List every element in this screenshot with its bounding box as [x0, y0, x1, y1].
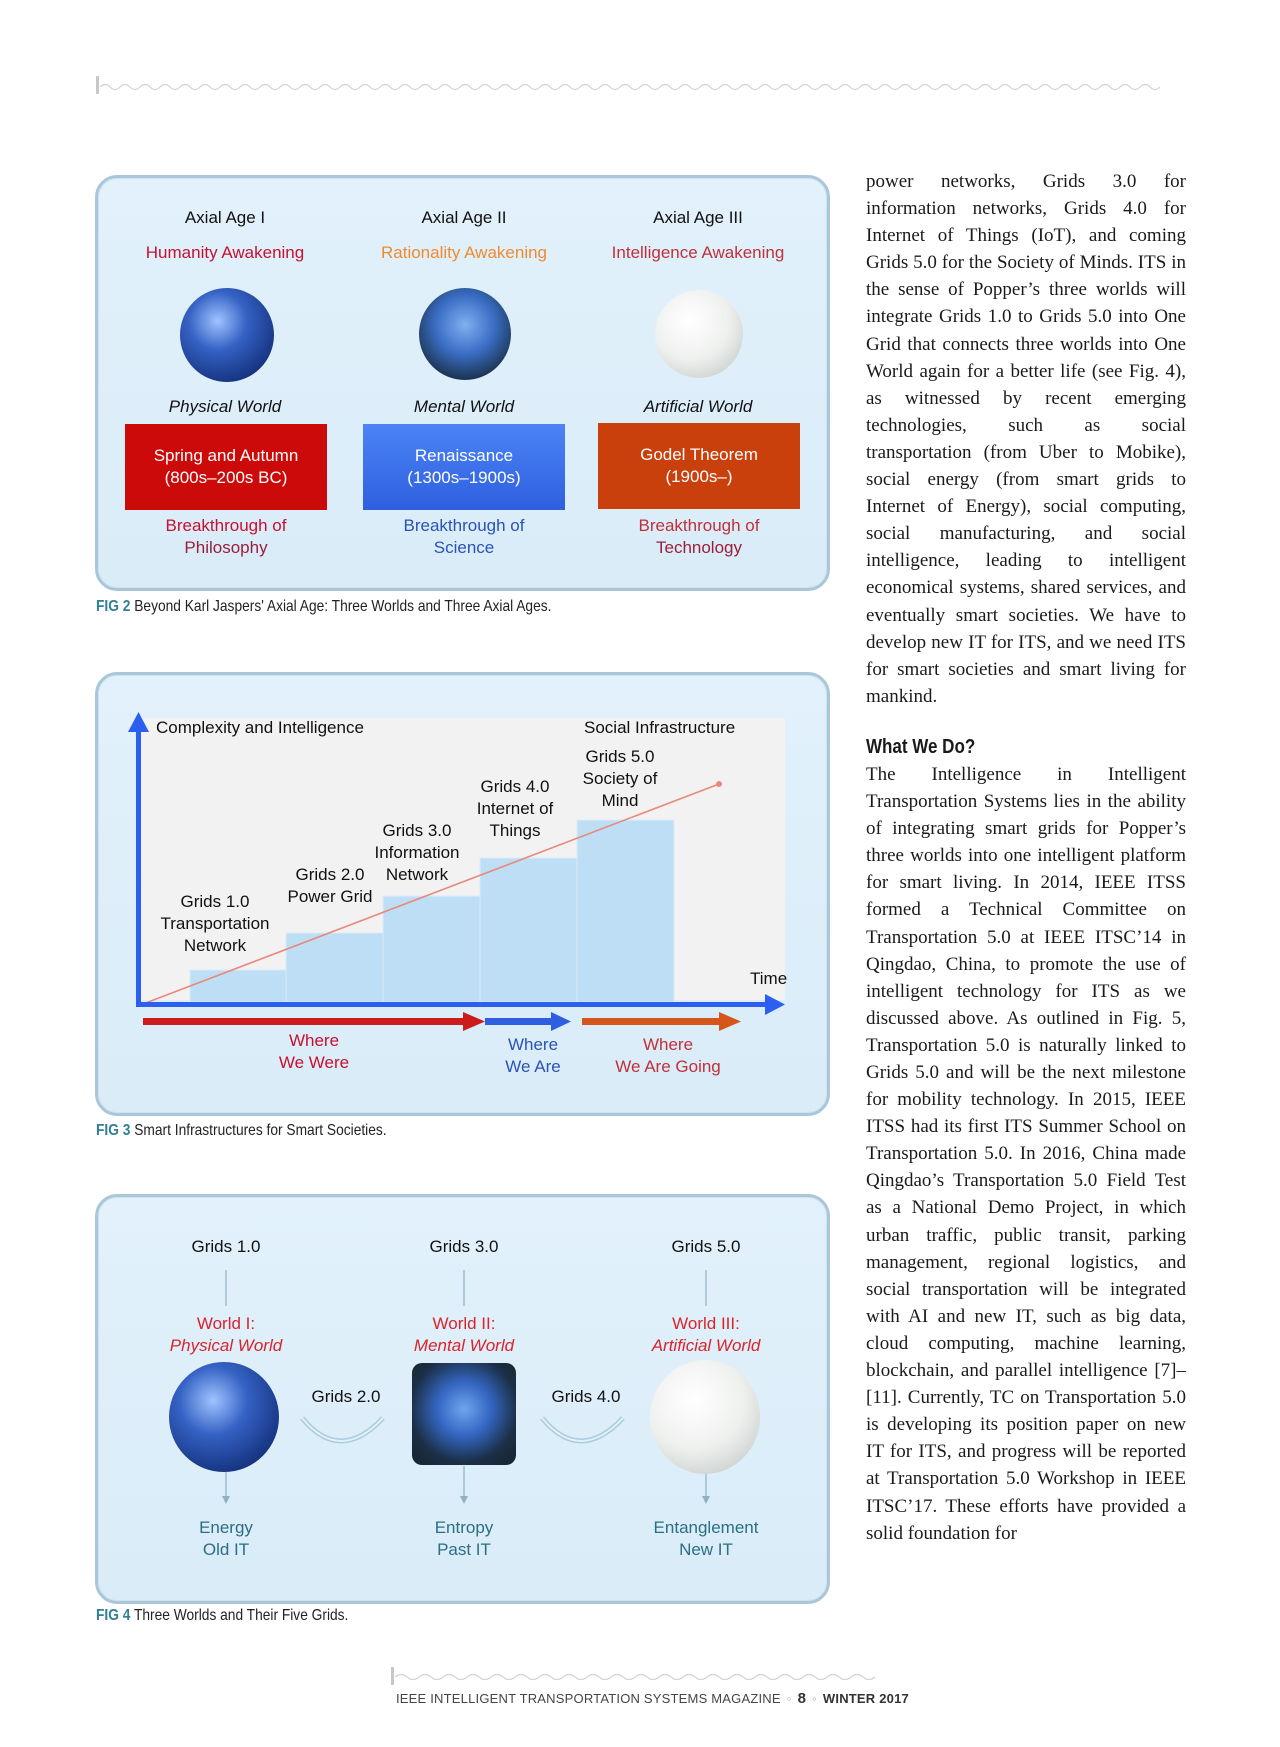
fig4-link-grid-2: Grids 2.0	[311, 1387, 381, 1406]
article-paragraph-2: The Intelligence in Intelligent Transportation Systems lies in the ability of integrating smart grids for Popper’s three worlds into one intelligent platform for smart living. In 2014, IEEE ITSS formed a Technical Committee on Transportation 5.0 at IEEE ITSC’14 in Qingdao, China, to promote the use of intelligent technology for ITS as we discussed above. As outlined in Fig. 5, Transportation 5.0 is naturally linked to Grids 5.0 and will be the next milestone for mobility technology. In 2015, IEEE ITSS had its first ITS Summer School on Transportation 5.0. In 2016, China made Qingdao’s Transportation 5.0 Field Test as a National Demo Project, in which urban traffic, public transit, parking management, regional logistics, and social transportation will be integrated with AI and new IT, such as big data, cloud computing, machine learning, blockchain, and parallel intelligence [7]–[11]. Currently, TC on Transportation 5.0 is developing its position paper on new IT for ITS, and progress will be reported at Transportation 5.0 Workshop in IEEE ITSC’17. These efforts have provided a solid foundation for	[866, 763, 1186, 1544]
fig4-world-1-bottom: Energy Old IT	[199, 1518, 253, 1559]
fig3-step-2: Grids 2.0 Power Grid	[287, 865, 373, 906]
fig2-period-name-2: Renaissance	[414, 446, 514, 465]
fig2-period-name-3: Godel Theorem	[640, 445, 758, 464]
fig3-caption: FIG 3 Smart Infrastructures for Smart Societies.	[96, 1122, 387, 1139]
header-wavy-rule	[96, 76, 1186, 94]
fig2-period-box-1	[125, 424, 327, 510]
fig3-step-4: Grids 4.0 Internet of Things	[476, 777, 554, 840]
fig2-period-box-3	[598, 423, 800, 509]
fig2-awakening-1: Humanity Awakening	[145, 243, 305, 262]
fig2-period-range-3: (1900s–)	[665, 467, 733, 486]
section-heading: What We Do?	[866, 735, 976, 758]
fig4-world-2-title: World II: Mental World	[413, 1314, 515, 1355]
fig2-period-range-2: (1300s–1900s)	[407, 468, 521, 487]
fig2-age-1: Axial Age I	[184, 208, 266, 227]
brain-head-icon	[412, 1363, 516, 1465]
footer-wavy-rule	[391, 1667, 885, 1685]
fig3-step-3: Grids 3.0 Information Network	[374, 821, 460, 884]
fig4-caption: FIG 4 Three Worlds and Their Five Grids.	[96, 1607, 349, 1624]
fig4-world-1-title: World I: Physical World	[169, 1314, 283, 1355]
fig3-y-axis-label: Complexity and Intelligence	[156, 718, 364, 737]
earth-globe-icon	[169, 1362, 279, 1472]
fig4-grid-1: Grids 1.0	[191, 1237, 261, 1256]
fig2-world-1: Physical World	[168, 397, 282, 416]
fig2-period-range-1: (800s–200s BC)	[164, 468, 288, 487]
fig4-world-3-bottom: Entanglement New IT	[653, 1518, 759, 1559]
fig2-world-2: Mental World	[413, 397, 515, 416]
artificial-sphere-icon	[650, 1360, 760, 1474]
article-column	[866, 168, 1186, 1547]
fig2-breakthrough-3: Breakthrough of Technology	[638, 516, 760, 557]
fig3-top-right-label: Social Infrastructure	[584, 718, 736, 737]
fig3-where-we-were: Where We Were	[278, 1031, 350, 1072]
artificial-sphere-icon	[655, 290, 743, 378]
fig2-age-2: Axial Age II	[421, 208, 507, 227]
fig2-breakthrough-2: Breakthrough of Science	[403, 516, 525, 557]
fig4-world-3-title: World III: Artificial World	[651, 1314, 761, 1355]
issue-label: WINTER 2017	[822, 1691, 909, 1706]
fig4-world-2-bottom: Entropy Past IT	[434, 1518, 494, 1559]
fig2-age-3: Axial Age III	[653, 208, 743, 227]
fig4-link-grid-4: Grids 4.0	[551, 1387, 621, 1406]
fig3-step-5: Grids 5.0 Society of Mind	[582, 747, 658, 810]
page-footer: IEEE INTELLIGENT TRANSPORTATION SYSTEMS MAGAZINE ◦ 8 ◦ WINTER 2017	[396, 1690, 909, 1707]
fig2-awakening-2: Rationality Awakening	[380, 243, 547, 262]
fig3-where-we-are: Where We Are	[505, 1035, 561, 1076]
fig2-period-name-1: Spring and Autumn	[153, 446, 299, 465]
article-paragraph-1: power networks, Grids 3.0 for information networks, Grids 4.0 for Internet of Things (IoT), and coming Grids 5.0 for the Society of Minds. ITS in the sense of Popper’s three worlds will integrate Grids 1.0 to Grids 5.0 into One Grid that connects three worlds into One World again for a better life (see Fig. 4), as witnessed by recent emerging technologies, such as social transportation (from Uber to Mobike), social energy (from smart grids to Internet of Energy), social computing, social manufacturing, and social intelligence, leading to intelligent economical systems, shared services, and eventually smart societies. We have to develop new IT for ITS, and we need ITS for smart societies and smart living for mankind.	[866, 171, 1186, 707]
fig2-awakening-3: Intelligence Awakening	[611, 243, 785, 262]
fig4-grid-5: Grids 5.0	[671, 1237, 741, 1256]
fig2-period-box-2	[363, 424, 565, 510]
fig4-grid-3: Grids 3.0	[429, 1237, 499, 1256]
fig3-step-1: Grids 1.0 Transportation Network	[160, 892, 270, 955]
fig2-world-3: Artificial World	[643, 397, 753, 416]
magazine-name: IEEE INTELLIGENT TRANSPORTATION SYSTEMS MAGAZINE	[396, 1691, 781, 1706]
fig2-breakthrough-1: Breakthrough of Philosophy	[165, 516, 287, 557]
brain-head-icon	[419, 288, 511, 380]
earth-globe-icon	[180, 288, 274, 382]
fig2-caption: FIG 2 Beyond Karl Jaspers' Axial Age: Three Worlds and Three Axial Ages.	[96, 598, 552, 615]
page-number: 8	[797, 1690, 807, 1707]
fig3-where-we-are-going: Where We Are Going	[615, 1035, 721, 1076]
fig3-x-axis-label: Time	[750, 969, 788, 988]
